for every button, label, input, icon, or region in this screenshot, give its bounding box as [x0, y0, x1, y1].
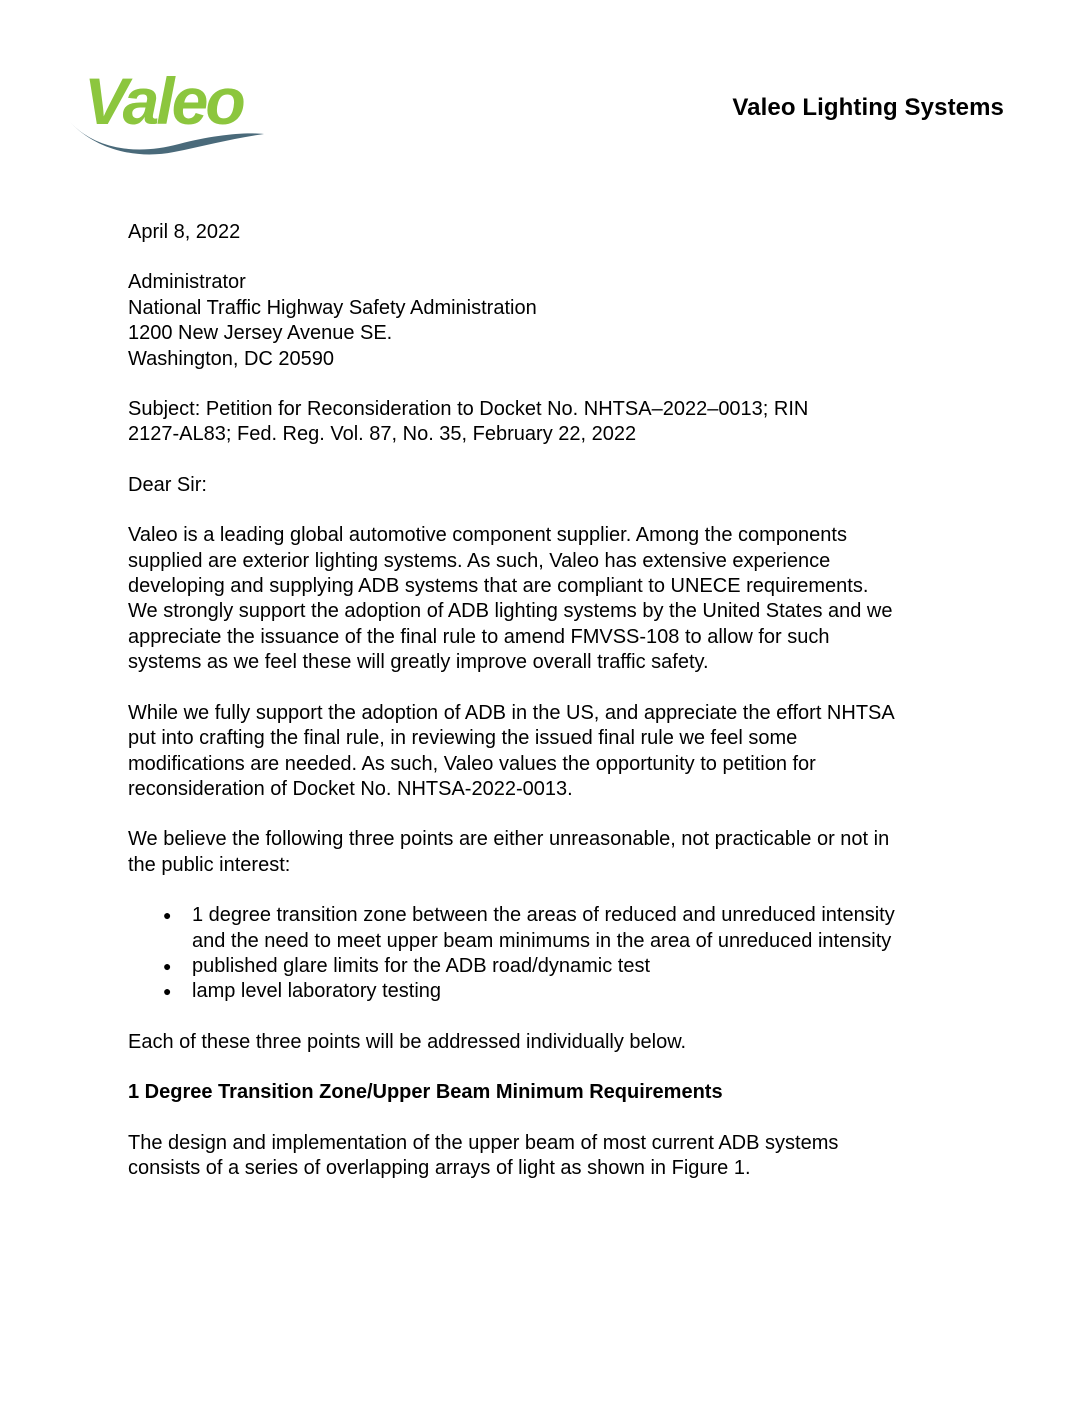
- address-line: National Traffic Highway Safety Administration: [128, 296, 537, 319]
- paragraph-line: put into crafting the final rule, in reviewing the issued final rule we feel some: [128, 727, 798, 750]
- bullet-line: ● 1 degree transition zone between the areas of reduced and unreduced intensity: [192, 904, 895, 927]
- paragraph-line: reconsideration of Docket No. NHTSA-2022-0013.: [128, 777, 573, 800]
- letter-date: April 8, 2022: [128, 221, 241, 243]
- paragraph-support: [128, 701, 968, 803]
- salutation: Dear Sir:: [128, 473, 207, 496]
- subject-text: Subject: Petition for Reconsideration to Docket No. NHTSA–2022–0013; RIN: [128, 398, 809, 421]
- paragraph-line: systems as we feel these will greatly improve overall traffic safety.: [128, 651, 709, 674]
- paragraph-line: consists of a series of overlapping arrays of light as shown in Figure 1.: [128, 1156, 751, 1179]
- bullet-line: and the need to meet upper beam minimums in the area of unreduced intensity: [192, 929, 892, 952]
- subject-line: [128, 397, 968, 448]
- paragraph-line: the public interest:: [128, 853, 291, 876]
- address-line: Administrator: [128, 271, 246, 294]
- paragraph-intro: [128, 523, 968, 675]
- bullet-line: ● lamp level laboratory testing: [192, 980, 442, 1003]
- address-line: Washington, DC 20590: [128, 347, 335, 370]
- paragraph-line: modifications are needed. As such, Valeo values the opportunity to petition for: [128, 752, 816, 775]
- paragraph-line: We believe the following three points are either unreasonable, not practicable or not in: [128, 828, 890, 851]
- company-header: Valeo Lighting Systems: [732, 94, 1004, 121]
- recipient-address: [128, 270, 968, 372]
- paragraph-line: The design and implementation of the upper beam of most current ADB systems: [128, 1131, 839, 1154]
- paragraph-points-intro: [128, 827, 968, 878]
- paragraph-line: While we fully support the adoption of ADB in the US, and appreciate the effort NHTSA: [128, 701, 895, 724]
- letter-body: [128, 220, 968, 1206]
- bullet-item: [192, 954, 968, 979]
- paragraph-line: appreciate the issuance of the final rule to amend FMVSS-108 to allow for such: [128, 625, 830, 648]
- points-list: [128, 903, 968, 1005]
- bullet-line: ● published glare limits for the ADB road/dynamic test: [192, 954, 650, 977]
- valeo-logo: [64, 64, 274, 160]
- paragraph-line: We strongly support the adoption of ADB lighting systems by the United States and we: [128, 600, 893, 623]
- section-heading: 1 Degree Transition Zone/Upper Beam Minimum Requirements: [128, 1081, 723, 1104]
- address-line: 1200 New Jersey Avenue SE.: [128, 322, 393, 345]
- bullet-item: [192, 903, 968, 954]
- paragraph-addressed: Each of these three points will be addressed individually below.: [128, 1030, 687, 1053]
- paragraph-line: developing and supplying ADB systems that are compliant to UNECE requirements.: [128, 575, 869, 598]
- paragraph-line: supplied are exterior lighting systems. As such, Valeo has extensive experience: [128, 549, 831, 572]
- paragraph-design: [128, 1131, 968, 1182]
- logo-text: Valeo: [84, 64, 243, 138]
- paragraph-line: Valeo is a leading global automotive component supplier. Among the components: [128, 524, 847, 547]
- subject-text: 2127-AL83; Fed. Reg. Vol. 87, No. 35, February 22, 2022: [128, 423, 637, 446]
- bullet-item: [192, 979, 968, 1004]
